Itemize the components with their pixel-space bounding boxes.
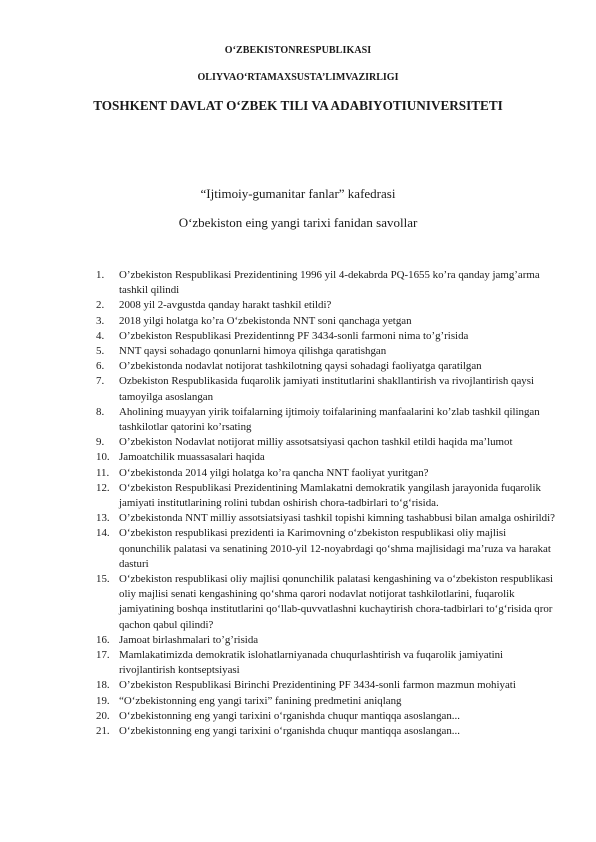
question-number: 11. bbox=[96, 466, 110, 479]
question-number: 16. bbox=[96, 633, 110, 646]
question-number: 13. bbox=[96, 512, 110, 525]
question-item bbox=[96, 344, 556, 359]
country-heading: O‘ZBEKISTONRESPUBLIKASI bbox=[224, 45, 372, 56]
question-number: 18. bbox=[96, 679, 110, 692]
question-text: Aholining muayyan yirik toifalarning ijtimoiy toifalarining manfaalarini ko’zlab tashkil qilingan tashkilotlar qatorini ko’rsating bbox=[119, 405, 540, 434]
question-number: 8. bbox=[96, 405, 105, 418]
question-number: 19. bbox=[96, 694, 110, 707]
question-number: 9. bbox=[96, 436, 105, 449]
question-item bbox=[96, 298, 556, 313]
question-text: O’zbekistonda nodavlat notijorat tashkilotning qaysi sohadagi faoliyatga qaratilgan bbox=[119, 360, 482, 373]
question-item bbox=[96, 405, 556, 435]
question-text: O’zbekiston Respublikasi Prezidentining 1996 yil 4-dekabrda PQ-1655 ko’ra qanday jamg’arma tashkil qilindi bbox=[119, 269, 540, 297]
questions-list bbox=[96, 268, 556, 739]
question-number: 17. bbox=[96, 649, 110, 662]
question-item bbox=[96, 678, 556, 693]
question-text: Jamoat birlashmalari to’g’risida bbox=[119, 633, 259, 646]
question-text: 2018 yilgi holatga ko’ra O‘zbekistonda NNT soni qanchaga yetgan bbox=[119, 314, 412, 327]
question-number: 10. bbox=[96, 451, 110, 464]
question-text: O‘zbekistonda 2014 yilgi holatga ko’ra qancha NNT faoliyat yuritgan? bbox=[119, 466, 429, 479]
question-text: 2008 yil 2-avgustda qanday harakt tashkil etildi? bbox=[119, 299, 332, 312]
question-text: O’zbekiston Respublikasi Prezidentinng PF 3434-sonli farmoni nima to’g’risida bbox=[119, 329, 469, 342]
question-text: O‘zbekistonning eng yangi tarixini o‘rganishda chuqur mantiqqa asoslangan... bbox=[119, 725, 460, 738]
department-title: “Ijtimoiy-gumanitar fanlar” kafedrasi bbox=[200, 186, 396, 201]
question-item bbox=[96, 511, 556, 526]
question-text: NNT qaysi sohadago qonunlarni himoya qilishga qaratishgan bbox=[119, 345, 387, 358]
question-item bbox=[96, 526, 556, 572]
question-item bbox=[96, 572, 556, 633]
question-item bbox=[96, 329, 556, 344]
question-item bbox=[96, 435, 556, 450]
question-number: 2. bbox=[96, 299, 105, 312]
question-text: “O‘zbekistonning eng yangi tarixi” fanining predmetini aniqlang bbox=[119, 694, 402, 707]
question-text: Mamlakatimizda demokratik islohatlarniyanada chuqurlashtirish va fuqarolik jamiyatini rivojlantirish kontseptsiyasi bbox=[119, 649, 504, 677]
question-text: Jamoatchilik muassasalari haqida bbox=[119, 451, 265, 464]
question-number: 21. bbox=[96, 725, 110, 738]
question-text: Ozbekiston Respublikasida fuqarolik jamiyati institutlarini shakllantirish va rivojlantirish qaysi tamoyilga asoslangan bbox=[119, 375, 534, 403]
question-item bbox=[96, 359, 556, 374]
question-number: 15. bbox=[96, 573, 110, 586]
question-item bbox=[96, 724, 556, 739]
question-number: 7. bbox=[96, 375, 105, 388]
question-item bbox=[96, 450, 556, 465]
question-item bbox=[96, 633, 556, 648]
question-item bbox=[96, 481, 556, 511]
question-text: O’zbekistonda NNT milliy assotsiatsiyasi tashkil topishi kimning tashabbusi bilan amalga oshirildi? bbox=[119, 512, 555, 525]
question-number: 14. bbox=[96, 527, 110, 540]
question-text: O‘zbekiston respublikasi oliy majlisi qonunchilik palatasi kengashining va o‘zbekiston respublikasi oliy majlisi senati kengashining qo‘shma qarori nodavlat notijorat tashkilotlarini, fuqarolik jamiyatining boshqa institutlarini qo‘llab-quvvatlashni kuchaytirish chora-tadbirlari to‘g‘risida qror qachon qabul qilindi? bbox=[119, 573, 554, 631]
question-item bbox=[96, 709, 556, 724]
question-number: 3. bbox=[96, 314, 105, 327]
question-number: 20. bbox=[96, 709, 110, 722]
question-number: 12. bbox=[96, 481, 110, 494]
question-number: 5. bbox=[96, 345, 105, 358]
university-heading: TOSHKENT DAVLAT O‘ZBEK TILI VA ADABIYOTIUNIVERSITETI bbox=[93, 98, 503, 113]
ministry-heading: OLIYVAO‘RTAMAXSUSTA’LIMVAZIRLIGI bbox=[197, 72, 399, 83]
question-text: O‘zbekiston respublikasi prezidenti ia Karimovning o‘zbekiston respublikasi oliy majlisi qonunchilik palatasi va senatining 2010-yil 12-noyabrdagi qo‘shma majlisidagi ma’ruza va harakat dasturi bbox=[119, 527, 551, 570]
question-item bbox=[96, 648, 556, 678]
question-text: O’zbekiston Nodavlat notijorat milliy assotsatsiyasi qachon tashkil etildi haqida ma’lumot bbox=[119, 436, 513, 449]
question-text: O‘zbekistonning eng yangi tarixini o‘rganishda chuqur mantiqqa asoslangan... bbox=[119, 709, 460, 722]
question-number: 6. bbox=[96, 360, 105, 373]
question-item bbox=[96, 466, 556, 481]
question-item bbox=[96, 314, 556, 329]
question-item bbox=[96, 694, 556, 709]
question-item bbox=[96, 374, 556, 404]
question-item bbox=[96, 268, 556, 298]
subject-title: O‘zbekiston eing yangi tarixi fanidan savollar bbox=[178, 215, 418, 230]
question-text: O’zbekiston Respublikasi Birinchi Prezidentining PF 3434-sonli farmon mazmun mohiyati bbox=[119, 679, 516, 692]
question-number: 1. bbox=[96, 269, 105, 281]
question-number: 4. bbox=[96, 329, 105, 342]
question-text: O‘zbekiston Respublikasi Prezidentining Mamlakatni demokratik yangilash jarayonida fuqarolik jamiyati institutlarining rolini tubdan oshirish chora-tadbirlari to‘g‘risida. bbox=[119, 481, 541, 510]
